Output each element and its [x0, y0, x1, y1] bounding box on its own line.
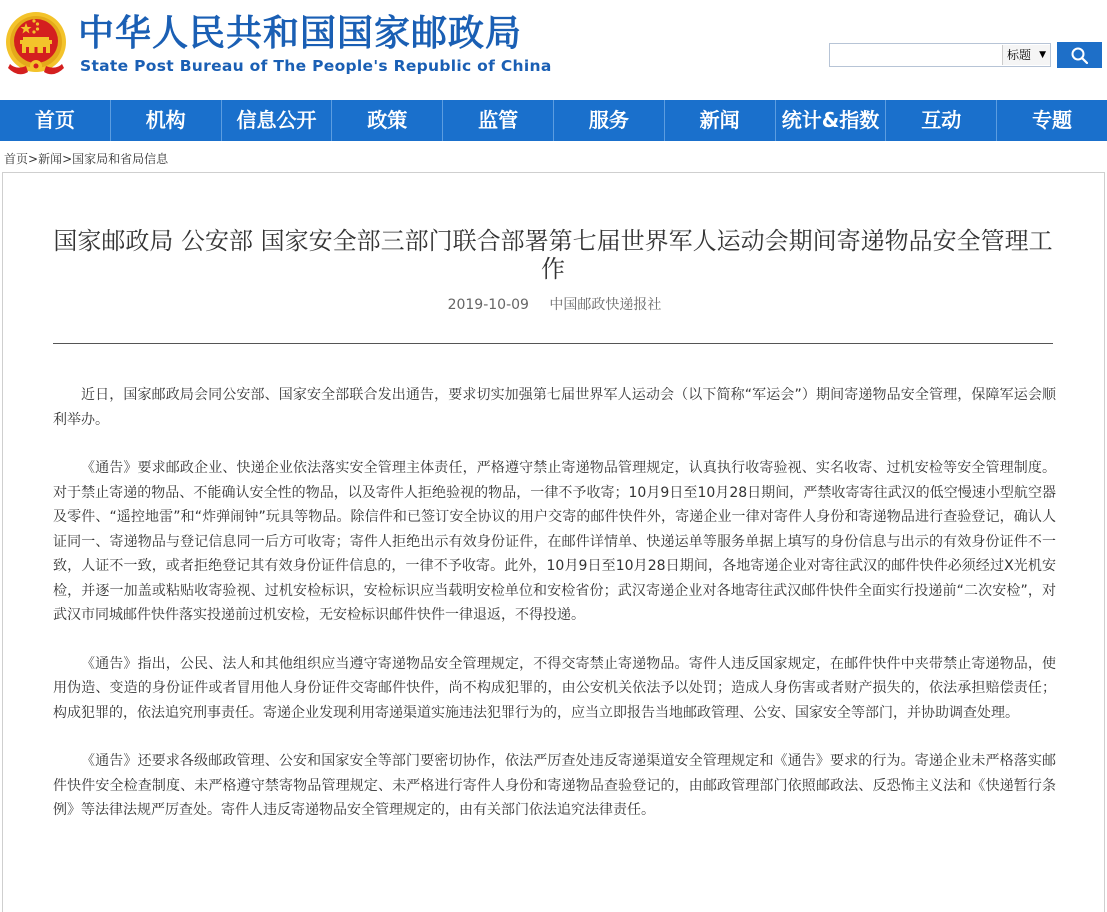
search-icon — [1071, 47, 1088, 64]
article-body — [53, 383, 1056, 847]
nav-item-topics[interactable]: 专题 — [1032, 108, 1073, 132]
site-title-en: State Post Bureau of The People's Republic of China — [80, 57, 552, 75]
search-input[interactable] — [830, 44, 1000, 66]
article-paragraph: 《通告》要求邮政企业、快递企业依法落实安全管理主体责任，严格遵守禁止寄递物品管理规定，认真执行收寄验视、实名收寄、过机安检等安全管理制度。对于禁止寄递的物品、不能确认安全性的物品，以及寄件人拒绝验视的物品，一律不予收寄；10月9日至10月28日期间，严禁收寄寄往武汉的低空慢速小型航空器及零件、“遥控地雷”和“炸弹闹钟”玩具等物品。除信件和已签订安全协议的用户交寄的邮件快件外，寄递企业一律对寄件人身份和寄递物品进行查验登记，确认人证同一、寄递物品与登记信息同一后方可收寄；寄件人拒绝出示有效身份证件，在邮件详情单、快递运单等服务单据上填写的身份信息与出示的有效身份证件不一致，人证不一致，或者拒绝登记其有效身份证件信息的，一律不予收寄。此外，10月9日至10月28日期间，各地寄递企业对寄往武汉的邮件快件必须经过X光机安检，并逐一加盖或粘贴收寄验视、过机安检标识，安检标识应当载明安检单位和安检省份；武汉寄递企业对各地寄往武汉邮件快件全面实行投递前“二次安检”，对武汉市同城邮件快件落实投递前过机安检，无安检标识邮件快件一律退返，不得投递。 — [53, 460, 1056, 623]
nav-item-interaction[interactable]: 互动 — [886, 100, 997, 141]
title-divider — [53, 343, 1053, 344]
article-date: 2019-10-09 — [447, 297, 529, 313]
breadcrumb-bureau-info[interactable]: 国家局和省局信息 — [72, 152, 169, 166]
national-emblem-logo[interactable] — [4, 8, 68, 78]
breadcrumb-news[interactable]: 新闻 — [38, 152, 63, 166]
nav-item-home[interactable]: 首页 — [0, 100, 111, 141]
site-title-cn: 中华人民共和国国家邮政局 — [78, 13, 523, 54]
breadcrumb-home[interactable]: 首页 — [4, 152, 29, 166]
dropdown-arrow-icon: ▼ — [1039, 50, 1046, 60]
breadcrumb — [4, 150, 168, 167]
nav-item-news[interactable]: 新闻 — [665, 100, 776, 141]
search-scope-select[interactable] — [1002, 45, 1050, 65]
nav-item-supervision[interactable]: 监管 — [443, 100, 554, 141]
nav-item-policy[interactable]: 政策 — [332, 100, 443, 141]
article-container — [2, 172, 1105, 912]
article-title: 国家邮政局 公安部 国家安全部三部门联合部署第七届世界军人运动会期间寄递物品安全管理工作 — [53, 227, 1053, 283]
main-nav — [0, 100, 1107, 141]
search-scope-label: 标题 — [1007, 48, 1032, 62]
search-box — [829, 43, 1051, 67]
article-source: 中国邮政快递报社 — [549, 297, 662, 313]
breadcrumb-separator: > — [62, 152, 73, 166]
article-paragraph: 《通告》还要求各级邮政管理、公安和国家安全等部门要密切协作，依法严厉查处违反寄递渠道安全管理规定和《通告》要求的行为。寄递企业未严格落实邮件快件安全检查制度、未严格遵守禁寄物品管理规定、未严格进行寄件人身份和寄递物品查验登记的，由邮政管理部门依照邮政法、反恐怖主义法和《快递暂行条例》等法律法规严厉查处。寄件人违反寄递物品安全管理规定的，由有关部门依法追究法律责任。 — [53, 753, 1056, 818]
article-paragraph: 《通告》指出，公民、法人和其他组织应当遵守寄递物品安全管理规定，不得交寄禁止寄递物品。寄件人违反国家规定，在邮件快件中夹带禁止寄递物品，使用伪造、变造的身份证件或者冒用他人身份证件交寄邮件快件，尚不构成犯罪的，由公安机关依法予以处罚；造成人身伤害或者财产损失的，依法承担赔偿责任；构成犯罪的，依法追究刑事责任。寄递企业发现利用寄递渠道实施违法犯罪行为的，应当立即报告当地邮政管理、公安、国家安全等部门，并协助调查处理。 — [53, 655, 1056, 721]
nav-item-organization[interactable]: 机构 — [111, 100, 222, 141]
article-meta — [3, 294, 1106, 314]
nav-item-statistics[interactable]: 统计&指数 — [776, 100, 887, 141]
breadcrumb-separator: > — [28, 152, 39, 166]
nav-item-disclosure[interactable]: 信息公开 — [222, 100, 333, 141]
site-header — [0, 0, 1107, 100]
nav-item-service[interactable]: 服务 — [554, 100, 665, 141]
search-button[interactable] — [1057, 42, 1102, 68]
article-paragraph: 近日，国家邮政局会同公安部、国家安全部联合发出通告，要求切实加强第七届世界军人运动会（以下简称“军运会”）期间寄递物品安全管理，保障军运会顺利举办。 — [53, 387, 1056, 428]
